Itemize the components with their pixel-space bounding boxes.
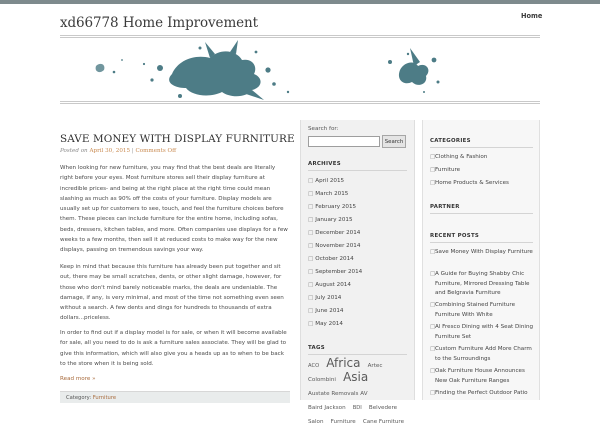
recent-post-item[interactable]: □ A Guide for Buying Shabby Chic Furniture, Mirrored Dressing Table and Belgravia Furniture: [430, 271, 530, 296]
tag-link[interactable]: Cane Furniture: [362, 419, 405, 425]
archive-item[interactable]: □ January 2015: [308, 217, 353, 223]
bullet-icon: □: [308, 230, 314, 236]
bullet-icon: □: [430, 302, 436, 308]
bullet-icon: □: [430, 271, 436, 277]
tag-link[interactable]: Belvedere: [368, 405, 398, 411]
bullet-icon: □: [308, 217, 314, 223]
post-paragraph-2: Keep in mind that because this furniture has already been put together and sit out, there may be small scratches, dents, or other slight damage, however, for those who don't mind barely noticeable marks, the deals are undeniable. The damage, if any, is very minimal, and most of the time not something even seen without a search. A few dents and dings for hundreds to thousands of extra dollars...priceless.: [60, 264, 284, 322]
partner-rule: [430, 213, 533, 214]
splatter-main: [169, 51, 260, 96]
tag-link[interactable]: Furniture: [330, 419, 356, 425]
header-rule-bottom: [60, 101, 540, 102]
read-more-link[interactable]: Read more »: [60, 376, 96, 382]
top-bar: [0, 0, 600, 4]
nav-home-link[interactable]: Home: [521, 12, 543, 20]
search-button[interactable]: Search: [382, 135, 406, 148]
recent-post-item[interactable]: □ Combining Stained Furniture Furniture With White: [430, 302, 516, 318]
bullet-icon: □: [308, 204, 314, 210]
category-item[interactable]: □ Furniture: [430, 166, 536, 176]
archive-item[interactable]: □ June 2014: [308, 308, 344, 314]
post-meta: [60, 148, 176, 154]
bullet-icon: □: [430, 346, 436, 352]
search-label: Search for:: [308, 126, 339, 132]
post-meta-separator: |: [131, 148, 134, 154]
archive-item[interactable]: □ November 2014: [308, 243, 361, 249]
site-title[interactable]: xd66778 Home Improvement: [60, 15, 258, 31]
archive-item[interactable]: □ May 2014: [308, 321, 343, 327]
recent-post-item[interactable]: □ Save Money With Display Furniture: [430, 248, 536, 258]
tag-link[interactable]: Salon: [308, 419, 324, 425]
archive-item[interactable]: □ February 2015: [308, 204, 357, 210]
bullet-icon: □: [308, 282, 314, 288]
tag-link[interactable]: Colombini: [308, 377, 336, 383]
post-comments-link[interactable]: Comments Off: [135, 148, 177, 154]
archive-item[interactable]: □ October 2014: [308, 256, 354, 262]
bullet-icon: □: [308, 308, 314, 314]
categories-heading: CATEGORIES: [430, 138, 471, 144]
archives-rule: [308, 170, 407, 171]
header-rule-top: [60, 35, 540, 36]
recent-posts-rule: [430, 242, 533, 243]
category-item[interactable]: □ Clothing & Fashion: [430, 153, 536, 163]
bullet-icon: □: [430, 368, 436, 374]
bullet-icon: □: [430, 154, 436, 160]
category-item[interactable]: □ Home Products & Services: [430, 179, 536, 189]
recent-post-item[interactable]: □ Oak Furniture House Announces New Oak Furniture Ranges: [430, 368, 525, 384]
bullet-icon: □: [308, 256, 314, 262]
recent-post-item[interactable]: □ Finding the Perfect Outdoor Patio: [430, 389, 536, 399]
post-meta-posted-label: Posted on: [60, 148, 88, 154]
bullet-icon: □: [308, 243, 314, 249]
tags-heading: TAGS: [308, 345, 325, 351]
tag-link[interactable]: Asia: [343, 370, 369, 384]
post-date-link[interactable]: April 30, 2015: [89, 148, 131, 154]
tag-link[interactable]: Artec: [367, 363, 383, 369]
tag-link[interactable]: ACO: [308, 363, 320, 369]
post-paragraph-3: In order to find out if a display model is for sale, or when it will become available for sale, all you need to do is ask a furniture sales associate. They will be glad to give this information, which will also give you a heads up as to when to be back to the store when it is being sold.: [60, 330, 287, 367]
bullet-icon: □: [430, 249, 436, 255]
tag-link[interactable]: BDI: [352, 405, 362, 411]
archive-item[interactable]: □ July 2014: [308, 295, 342, 301]
tag-link[interactable]: Austate Removals AV: [308, 391, 368, 397]
bullet-icon: □: [430, 390, 436, 396]
bullet-icon: □: [430, 180, 436, 186]
bullet-icon: □: [308, 191, 314, 197]
post-title[interactable]: SAVE MONEY WITH DISPLAY FURNITURE: [60, 133, 295, 145]
archive-item[interactable]: □ August 2014: [308, 282, 351, 288]
archive-item[interactable]: □ December 2014: [308, 230, 361, 236]
bullet-icon: □: [430, 167, 436, 173]
partner-heading: PARTNER: [430, 204, 460, 210]
archive-item[interactable]: □ March 2015: [308, 191, 349, 197]
header-ink-splatter-image: [60, 40, 540, 100]
search-input[interactable]: [308, 136, 380, 147]
header-rule-top-2: [60, 37, 540, 38]
archives-heading: ARCHIVES: [308, 161, 341, 167]
recent-posts-heading: RECENT POSTS: [430, 233, 480, 239]
bullet-icon: □: [308, 321, 314, 327]
tag-link[interactable]: Baird Jackson: [308, 405, 346, 411]
post-category-label: Category:: [66, 395, 92, 401]
bullet-icon: □: [308, 269, 314, 275]
tag-cloud: [308, 357, 412, 427]
bullet-icon: □: [430, 324, 436, 330]
header-rule-bottom-2: [60, 103, 540, 104]
tag-link[interactable]: Africa: [326, 356, 361, 370]
archive-item[interactable]: □ September 2014: [308, 269, 363, 275]
bullet-icon: □: [308, 295, 314, 301]
recent-post-item[interactable]: □ Al Fresco Dining with 4 Seat Dining Furniture Set: [430, 324, 534, 340]
post-category-link[interactable]: Furniture: [92, 395, 117, 401]
bullet-icon: □: [308, 178, 314, 184]
recent-post-item[interactable]: □ Custom Furniture Add More Charm to the Surroundings: [430, 346, 532, 362]
categories-rule: [430, 147, 533, 148]
archive-item[interactable]: □ April 2015: [308, 178, 345, 184]
post-paragraph-1: When looking for new furniture, you may find that the best deals are literally right before your eyes. Most furniture stores sell their display furniture at incredible prices- and being at the right place at the right time could mean slashing as much as 90% off the costs of your furniture. Display models are usually set up for customers to see, touch, and feel the furniture choices before them. These pieces can include furniture for the entire home, including sofas, beds, dressers, kitchen tables, and more. Often companies use displays for a few weeks to a few months, then sell it at reduced costs to make way for the new displays, passing on tremendous savings your way.: [60, 165, 288, 254]
post-category-box: [60, 391, 290, 403]
